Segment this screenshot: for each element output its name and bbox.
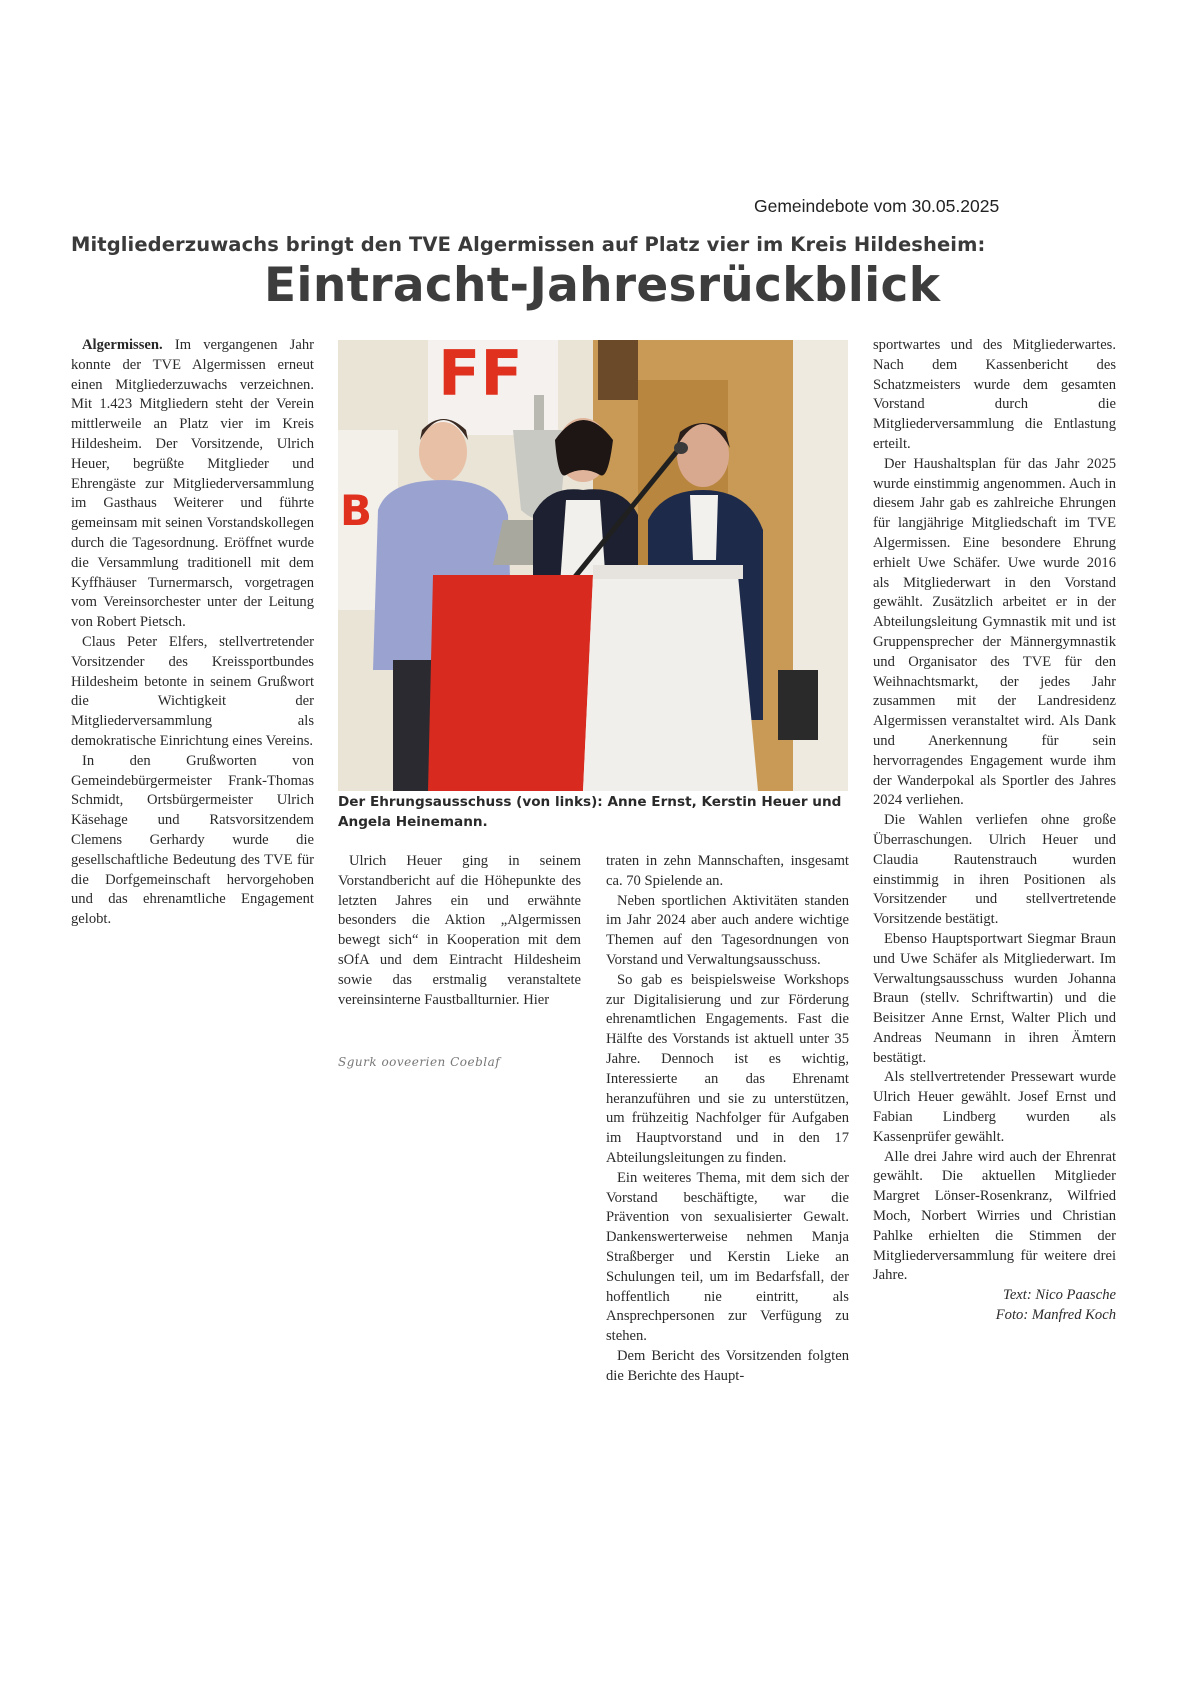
article-photo	[338, 340, 848, 791]
paragraph: Ein weiteres Thema, mit dem sich der Vorstand beschäftigte, war die Prävention von sexualisierter Gewalt. Dankenswerterweise nehmen Manja Straßberger und Kerstin Lieke an Schulungen teil, um im Bedarfsfall, der hoffentlich nie eintritt, als Ansprechpersonen zur Verfügung zu stehen.	[606, 1169, 849, 1345]
author-signature: Sgurk ooveerien Coeblaf	[338, 1055, 501, 1069]
banner-logo: FF	[438, 340, 523, 410]
text-credit: Text: Nico Paasche	[1003, 1287, 1116, 1304]
publication-date: Gemeindebote vom 30.05.2025	[754, 196, 1000, 216]
article-kicker: Mitgliederzuwachs bringt den TVE Algermissen auf Platz vier im Kreis Hildesheim:	[71, 233, 986, 256]
paragraph: Ulrich Heuer ging in seinem Vorstandbericht auf die Höhepunkte des letzten Jahres ein und erwähnte besonders die Aktion „Algermissen bewegt sich“ in Kooperation mit dem sOfA und dem Eintracht Hildesheim sowie das erstmalig veranstaltete vereinsinterne Faustballturnier. Hier	[338, 853, 581, 1008]
banner-letter: B	[340, 486, 373, 535]
photo-caption: Der Ehrungsausschuss (von links): Anne Ernst, Kerstin Heuer und Angela Heinemann.	[338, 794, 842, 830]
paragraph: Als stellvertretender Pressewart wurde Ulrich Heuer gewählt. Josef Ernst und Fabian Lindberg wurden als Kassenprüfer gewählt.	[873, 1069, 1116, 1145]
photo-credit: Foto: Manfred Koch	[995, 1307, 1116, 1324]
article-column-4	[873, 336, 1116, 1326]
paragraph: Neben sportlichen Aktivitäten standen im Jahr 2024 aber auch andere wichtige Themen auf den Tagesordnungen von Vorstand und Verwaltungsausschuss.	[606, 892, 849, 968]
article-column-3	[606, 852, 849, 1387]
paragraph: Die Wahlen verliefen ohne große Überraschungen. Ulrich Heuer und Claudia Rautenstrauch wurden einstimmig in ihren Positionen als Vorsitzender und stellvertretende Vorsitzende bestätigt.	[873, 812, 1116, 928]
paragraph: In den Grußworten von Gemeindebürgermeister Frank-Thomas Schmidt, Ortsbürgermeister Ulrich Käsehage und Ratsvorsitzendem Clemens Gerhardy wurde die gesellschaftliche Bedeutung des TVE für die Dorfgemeinschaft hervorgehoben und das ehrenamtliche Engagement gelobt.	[71, 752, 314, 928]
paragraph: traten in zehn Mannschaften, insgesamt ca. 70 Spielende an.	[606, 853, 849, 889]
article-column-2	[338, 852, 581, 1010]
dateline: Algermissen.	[82, 337, 163, 353]
article-headline: Eintracht-Jahresrückblick	[264, 258, 941, 313]
paragraph: sportwartes und des Mitgliederwartes. Nach dem Kassenbericht des Schatzmeisters wurde dem gesamten Vorstand durch die Mitgliederversammlung die Entlastung erteilt.	[873, 337, 1116, 452]
paragraph: Alle drei Jahre wird auch der Ehrenrat gewählt. Die aktuellen Mitglieder Margret Lönser-Rosenkranz, Wilfried Moch, Norbert Wirries und Christian Pahlke erhielten die Stimmen der Mitgliederversammlung für weitere drei Jahre.	[873, 1148, 1116, 1284]
paragraph: Der Haushaltsplan für das Jahr 2025 wurde einstimmig angenommen. Auch in diesem Jahr gab es zahlreiche Ehrungen für langjährige Mitgliedschaft im TVE Algermissen. Eine besondere Ehrung erhielt Uwe Schäfer. Uwe wurde 2016 als Mitgliederwart in den Vorstand gewählt. Zusätzlich arbeitet er in der Abteilungsleitung Gymnastik mit und ist Gruppensprecher der Männergymnastik und Organisator des TVE für den Weihnachtsmarkt, der jedes Jahr zusammen mit der Landresidenz Algermissen veranstaltet wird. Als Dank und Anerkennung für sein hervorragendes Engagement wurde ihm der Wanderpokal als Sportler des Jahres 2024 verliehen.	[873, 455, 1116, 809]
paragraph: Ebenso Hauptsportwart Siegmar Braun und Uwe Schäfer als Mitgliederwart. Im Verwaltungsausschuss wurden Johanna Braun (stellv. Schriftwartin) und die Beisitzer Anne Ernst, Walter Plich und Andreas Neumann in ihren Ämtern bestätigt.	[873, 930, 1116, 1066]
paragraph: Claus Peter Elfers, stellvertretender Vorsitzender des Kreissportbundes Hildesheim betonte in seinem Grußwort die Wichtigkeit der Mitgliederversammlung als demokratische Einrichtung eines Vereins.	[71, 633, 314, 749]
paragraph: So gab es beispielsweise Workshops zur Digitalisierung und zur Förderung ehrenamtlichen Engagements. Fast die Hälfte des Vorstands ist aktuell unter 35 Jahre. Dennoch ist es wichtig, Interessierte an das Ehrenamt heranzuführen und sie zu unterstützen, um frühzeitig Nachfolger für Aufgaben im Hauptvorstand und in den 17 Abteilungsleitungen zu finden.	[606, 971, 849, 1166]
paragraph: Dem Bericht des Vorsitzenden folgten die Berichte des Haupt-	[606, 1347, 849, 1384]
article-column-1	[71, 336, 314, 930]
photo-illustration	[338, 340, 848, 791]
paragraph: Algermissen. Im vergangenen Jahr konnte der TVE Algermissen erneut einen Mitgliederzuwachs verzeichnen. Mit 1.423 Mitgliedern steht der Verein mittlerweile an Platz vier im Kreis Hildesheim. Der Vorsitzende, Ulrich Heuer, begrüßte Mitglieder und Ehrengäste zur Mitgliederversammlung im Gasthaus Weiterer und führte gemeinsam mit seinen Vorstandskollegen durch die Tagesordnung. Eröffnet wurde die Versammlung traditionell mit dem Kyffhäuser Turnermarsch, vorgetragen vom Vereinsorchester unter der Leitung von Robert Pietsch.	[71, 337, 314, 631]
